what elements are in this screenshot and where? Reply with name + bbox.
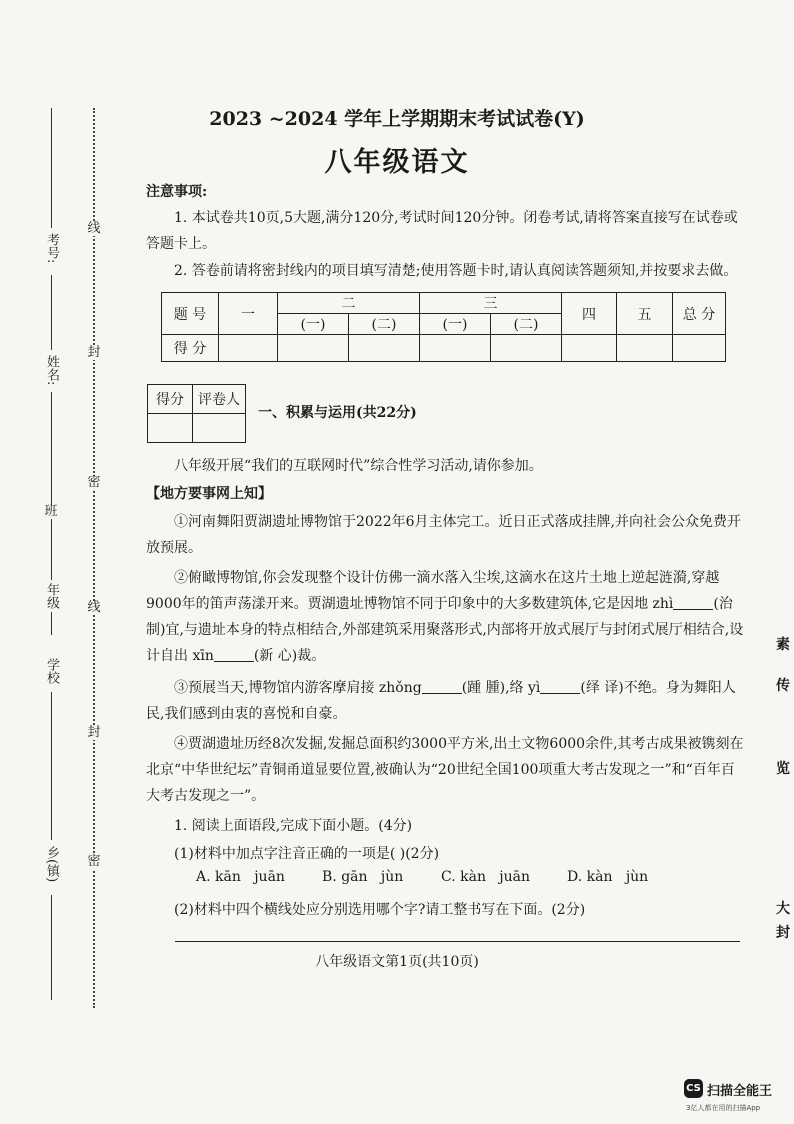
notice-item-1: 1. 本试卷共10页,5大题,满分120分,考试时间120分钟。闭卷考试,请将答案直接写在试卷或答题卡上。 <box>146 210 738 252</box>
right-edge-char-1: 素 <box>776 637 790 653</box>
score-cell[interactable] <box>562 335 617 362</box>
subject-title: 八年级语文 <box>324 147 470 178</box>
option-d[interactable]: D. kàn jùn <box>567 869 649 885</box>
grader-reviewer-label: 评卷人 <box>193 385 246 414</box>
scanner-app-name: 扫描全能王 <box>707 1084 773 1099</box>
section-1-title: 一、积累与运用(共22分) <box>258 405 417 421</box>
notice-heading: 注意事项: <box>146 184 208 200</box>
grader-score-label: 得分 <box>148 385 193 414</box>
margin-line-town <box>51 895 52 1000</box>
score-cell[interactable] <box>673 335 726 362</box>
blank-yi[interactable] <box>540 679 580 694</box>
question-1-1: (1)材料中加点字注音正确的一项是( )(2分) <box>174 846 440 862</box>
paragraph-3-part-b: (踵 腫),络 yì <box>461 680 541 696</box>
score-cell[interactable] <box>420 335 491 362</box>
section-1-intro: 八年级开展“我们的互联网时代”综合性学习活动,请你参加。 <box>174 458 543 474</box>
seal-char-6: 密 <box>87 854 101 869</box>
score-cell[interactable] <box>278 335 349 362</box>
question-1-2: (2)材料中四个横线处应分别选用哪个字?请工整书写在下面。(2分) <box>174 902 586 918</box>
notice-item-2: 2. 答卷前请将密封线内的项目填写清楚;使用答题卡时,请认真阅读答题须知,并按要求去做。 <box>174 263 738 279</box>
right-edge-char-4: 大 <box>776 901 790 917</box>
grader-score-cell[interactable] <box>148 414 193 443</box>
margin-line-school <box>51 692 52 842</box>
right-edge-char-2: 传 <box>776 678 790 694</box>
paragraph-2 <box>146 565 746 669</box>
score-table-col-5: 五 <box>617 293 673 335</box>
paragraph-3-part-a: ③预展当天,博物馆内游客摩肩接 zhǒng <box>174 680 422 696</box>
margin-grade-label: 年级 <box>44 580 58 612</box>
score-table-col-1: 一 <box>219 293 278 335</box>
scanner-tagline: 3亿人都在用的扫描App <box>686 1104 761 1112</box>
seal-dotted-line <box>93 108 95 1008</box>
blank-zhong[interactable] <box>422 679 462 694</box>
seal-char-3: 密 <box>87 475 101 490</box>
page-footer: 八年级语文第1页(共10页) <box>315 954 479 970</box>
score-table-sub-2b: (二) <box>349 314 420 335</box>
option-a[interactable]: A. kān juān <box>196 869 285 885</box>
paragraph-3-part-c: (绎 译)不绝。身为舞阳人民,我们感到由衷的喜悦和自豪。 <box>146 680 736 722</box>
score-table-sub-2a: (一) <box>278 314 349 335</box>
score-table-col-4: 四 <box>562 293 617 335</box>
margin-name-label: 姓名: <box>44 350 58 390</box>
scanner-logo-icon: CS <box>684 1079 703 1098</box>
margin-exam-no-label: 考号: <box>44 228 58 268</box>
paragraph-2-part-a: ②俯瞰博物馆,你会发现整个设计仿佛一滴水落入尘埃,这滴水在这片土地上逆起涟漪,穿越9000年的笛声荡漾开来。贾湖遗址博物馆不同于印象中的大多数建筑体,它是因地 zhì <box>146 570 720 612</box>
option-b[interactable]: B. gān jùn <box>322 869 404 885</box>
right-edge-char-5: 封 <box>776 925 790 941</box>
paragraph-4: ④贾湖遗址历经8次发掘,发掘总面积约3000平方米,出土文物6000余件,其考古成果被镌刻在北京“中华世纪坛”青铜甬道显要位置,被确认为“20世纪全国100项重大考古发现之一”和“百年百大考古发现之一”。 <box>146 736 744 804</box>
option-c[interactable]: C. kàn juān <box>441 869 531 885</box>
paragraph-2-part-c: (新 心)裁。 <box>253 648 326 664</box>
footer-divider <box>175 941 740 942</box>
seal-char-4: 线 <box>87 600 101 615</box>
margin-school-label: 学校 <box>44 655 58 687</box>
seal-char-5: 封 <box>87 725 101 740</box>
seal-char-2: 封 <box>87 345 101 360</box>
score-table-sub-3b: (二) <box>491 314 562 335</box>
score-table-score-label: 得 分 <box>162 335 219 362</box>
score-table-sub-3a: (一) <box>420 314 491 335</box>
score-table <box>161 292 726 362</box>
margin-class-label: 班 <box>44 504 58 519</box>
margin-town-label: 乡(镇) <box>44 840 58 888</box>
score-cell[interactable] <box>617 335 673 362</box>
question-1: 1. 阅读上面语段,完成下面小题。(4分) <box>174 818 413 834</box>
score-table-col-3: 三 <box>420 293 562 314</box>
score-table-row-label: 题 号 <box>162 293 219 335</box>
blank-zhi[interactable] <box>673 595 713 610</box>
score-table-col-2: 二 <box>278 293 420 314</box>
grader-box <box>147 384 246 443</box>
score-cell[interactable] <box>219 335 278 362</box>
score-cell[interactable] <box>349 335 420 362</box>
score-cell[interactable] <box>491 335 562 362</box>
exam-title: 2023 ~2024 学年上学期期末考试试卷(Y) <box>209 108 585 130</box>
seal-char-1: 线 <box>87 221 101 236</box>
section-1-subhead: 【地方要事网上知】 <box>146 486 272 502</box>
right-edge-char-3: 览 <box>776 761 790 777</box>
paragraph-1: ①河南舞阳贾湖遗址博物馆于2022年6月主体完工。近日正式落成挂牌,并向社会公众免费开放预展。 <box>146 514 741 556</box>
blank-xin[interactable] <box>214 647 254 662</box>
paragraph-2-part-b: (治 制)宜,与遗址本身的特点相结合,外部建筑采用聚落形式,内部将开放式展厅与封闭式展厅相结合,设计自出 xīn <box>146 596 744 664</box>
grader-reviewer-cell[interactable] <box>193 414 246 443</box>
score-table-total: 总 分 <box>673 293 726 335</box>
paragraph-3 <box>146 675 746 727</box>
